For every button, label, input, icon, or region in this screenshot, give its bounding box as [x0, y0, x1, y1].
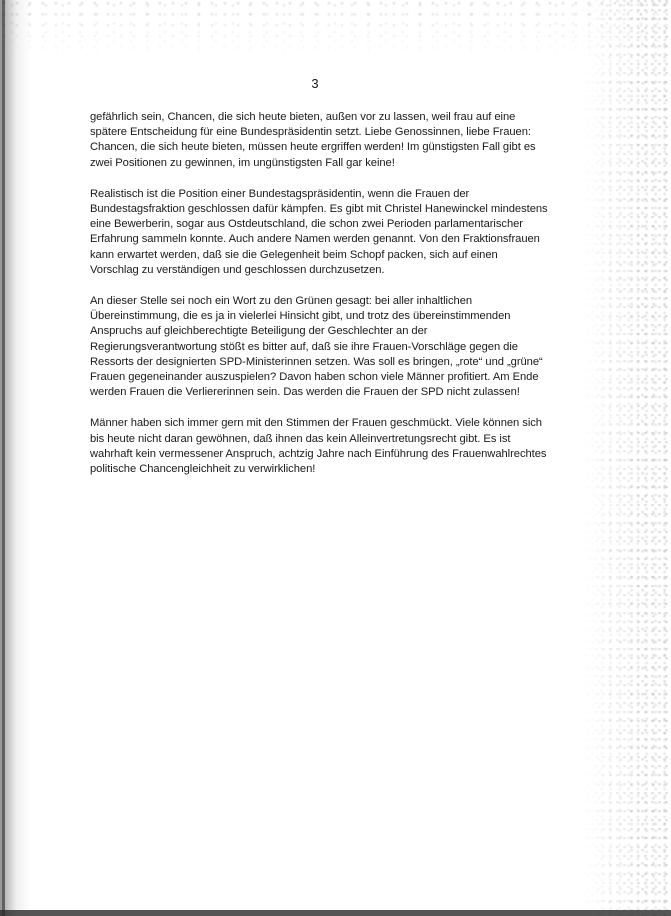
scan-noise-top — [0, 0, 671, 60]
scan-bottom-edge — [0, 910, 671, 916]
scan-noise-right — [581, 0, 671, 916]
page-number: 3 — [311, 76, 319, 91]
paragraph: Realistisch ist die Position einer Bundestagspräsidentin, wenn die Frauen der Bundestagsfraktion geschlossen dafür kämpfen. Es gibt mit Christel Hanewinckel mindestens eine Bewerberin, sogar aus Ostdeutschland, die schon zwei Perioden parlamentarischer Erfahrung sammeln konnte. Auch andere Namen werden genannt. Von den Fraktionsfrauen kann erwartet werden, daß sie die Gelegenheit beim Schopf packen, sich auf einen Vorschlag zu verständigen und geschlossen durchzusetzen. — [90, 187, 548, 276]
paragraph: An dieser Stelle sei noch ein Wort zu den Grünen gesagt: bei aller inhaltlichen Übereinstimmung, die es ja in vielerlei Hinsicht gibt, und trotz des übereinstimmenden Anspruchs auf gleichberechtigte Beteiligung der Geschlechter an der Regierungsverantwortung stößt es bitter auf, daß sie ihre Frauen-Vorschläge gegen die Ressorts der designierten SPD-Ministerinnen setzen. Was soll es bringen, „rote“ und „grüne“ Frauen gegeneinander auszuspielen? Davon haben schon viele Männer profitiert. Am Ende werden Frauen die Verliererinnen sein. Das werden die Frauen der SPD nicht zulassen! — [90, 295, 543, 399]
document-body — [90, 110, 570, 493]
paragraph: gefährlich sein, Chancen, die sich heute bieten, außen vor zu lassen, weil frau auf eine spätere Entscheidung für eine Bundespräsidentin setzt. Liebe Genossinnen, liebe Frauen: Chancen, die sich heute bieten, müssen heute ergriffen werden! Im günstigsten Fall gibt es zwei Positionen zu gewinnen, im ungünstigsten Fall gar keine! — [90, 111, 536, 169]
paragraph: Männer haben sich immer gern mit den Stimmen der Frauen geschmückt. Viele können sich bis heute nicht daran gewöhnen, daß ihnen das kein Alleinvertretungsrecht gibt. Es ist wahrhaft kein vermessener Anspruch, achtzig Jahre nach Einführung des Frauenwahlrechtes politische Chancengleichheit zu verwirklichen! — [90, 417, 547, 476]
scan-edge-line — [2, 0, 5, 916]
